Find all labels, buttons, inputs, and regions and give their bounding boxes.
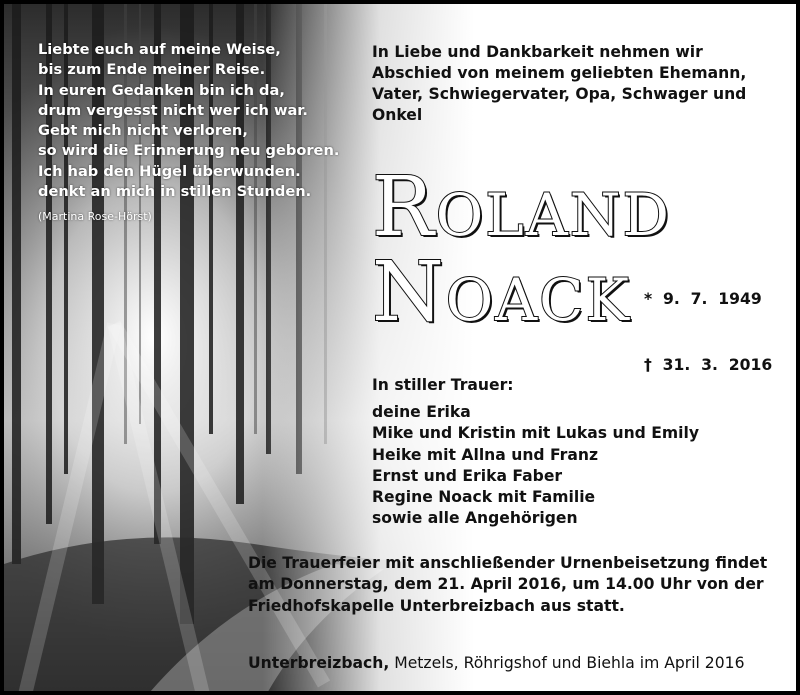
poem-line: In euren Gedanken bin ich da, xyxy=(38,81,285,99)
mourner: Heike mit Allna und Franz xyxy=(372,445,599,464)
birth-date: * 9. 7. 1949 xyxy=(644,290,762,308)
intro-line: Abschied von meinem geliebten Ehemann, xyxy=(372,64,747,82)
poem-line: bis zum Ende meiner Reise. xyxy=(38,61,266,79)
mourners-list xyxy=(372,402,699,530)
mourner: Regine Noack mit Familie xyxy=(372,488,596,507)
first-name xyxy=(372,160,671,255)
poem-line: Gebt mich nicht verloren, xyxy=(38,122,248,140)
life-dates xyxy=(644,244,772,420)
death-date: † 31. 3. 2016 xyxy=(644,356,773,374)
mourner: Ernst und Erika Faber xyxy=(372,466,563,485)
last-name xyxy=(372,245,631,340)
intro-text xyxy=(372,42,772,126)
funeral-info-line: am Donnerstag, dem 21. April 2016, um 14.00 Uhr von der xyxy=(248,575,764,594)
poem-line: Liebte euch auf meine Weise, xyxy=(38,41,281,58)
first-name-rest: OLAND xyxy=(435,181,671,249)
place-town: Unterbreizbach, xyxy=(248,654,390,672)
last-name-initial: N xyxy=(372,245,446,340)
first-name-initial: R xyxy=(372,160,436,255)
poem-line: denkt an mich in stillen Stunden. xyxy=(38,183,312,201)
funeral-info-line: Die Trauerfeier mit anschließender Urnenbeisetzung findet xyxy=(248,554,768,572)
poem-line: Ich hab den Hügel überwunden. xyxy=(38,162,301,180)
mourner: Mike und Kristin mit Lukas und Emily xyxy=(372,424,700,443)
poem-line: drum vergesst nicht wer ich war. xyxy=(38,101,308,119)
intro-line: Vater, Schwiegervater, Opa, Schwager und xyxy=(372,85,747,103)
poem xyxy=(38,40,358,228)
funeral-info xyxy=(248,553,767,617)
mourner: sowie alle Angehörigen xyxy=(372,509,578,528)
poem-author: (Martina Rose-Hörst) xyxy=(38,210,152,224)
place-and-date xyxy=(248,654,745,672)
last-name-rest: OACK xyxy=(445,266,631,334)
poem-line: so wird die Erinnerung neu geboren. xyxy=(38,142,340,160)
intro-line: In Liebe und Dankbarkeit nehmen wir xyxy=(372,43,703,61)
mourners-heading: In stiller Trauer: xyxy=(372,376,514,394)
place-rest: Metzels, Röhrigshof und Biehla im April 2016 xyxy=(389,654,745,672)
mourner: deine Erika xyxy=(372,403,471,421)
funeral-info-line: Friedhofskapelle Unterbreizbach aus statt. xyxy=(248,596,625,615)
intro-line: Onkel xyxy=(372,106,423,124)
